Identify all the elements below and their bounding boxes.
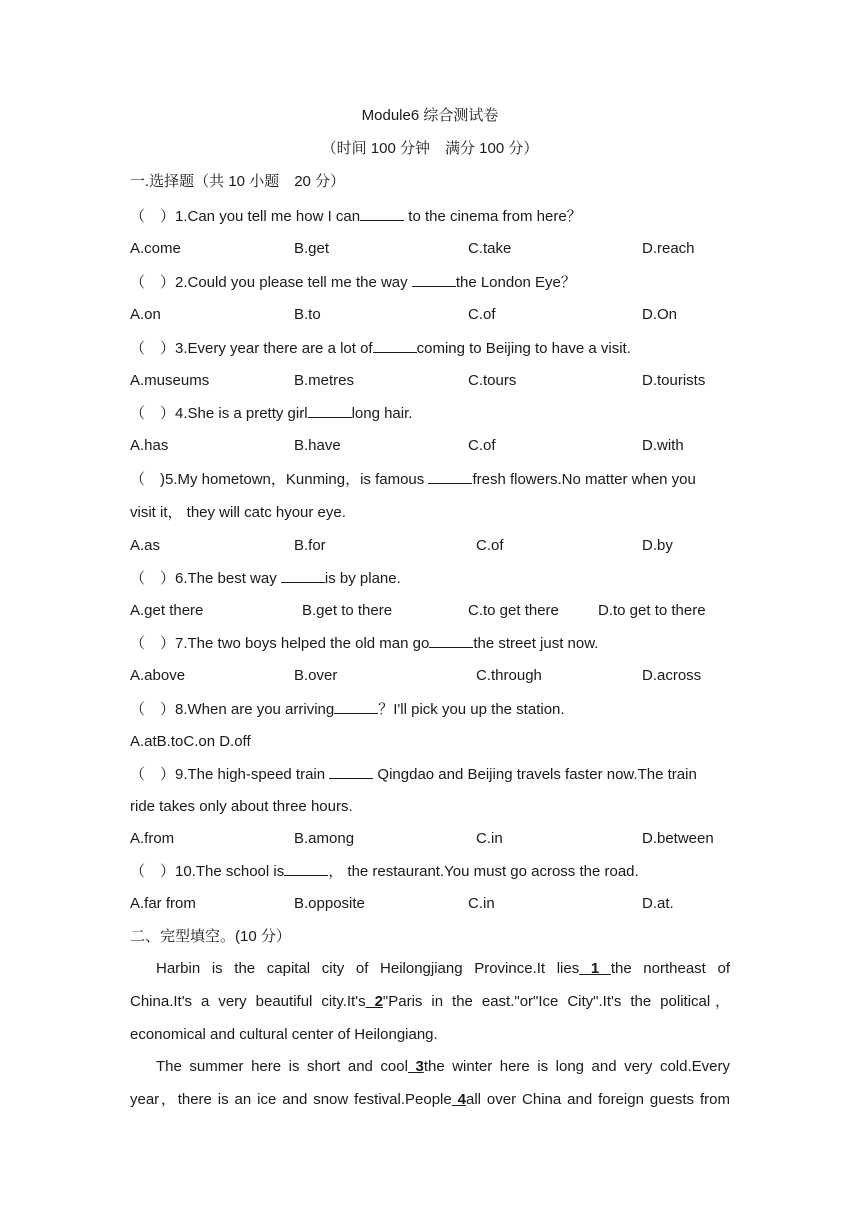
option-a: A.from bbox=[130, 830, 175, 847]
cloze-number-2: 2 bbox=[365, 993, 383, 1010]
option-b: B.to bbox=[294, 306, 321, 323]
option-b: B.over bbox=[294, 667, 338, 684]
answer-blank bbox=[412, 272, 456, 287]
question-2: （ ）2.Could you please tell me the way the London Eye？ bbox=[130, 274, 576, 291]
question-3: （ ）3.Every year there are a lot of coming to Beijing to have a visit. bbox=[130, 340, 631, 357]
answer-blank bbox=[329, 764, 373, 779]
answer-blank bbox=[334, 699, 378, 714]
cloze-paragraph-1-line-3: economical and cultural center of Heilongiang. bbox=[130, 1026, 438, 1043]
page-subtitle: （时间 100 分钟 满分 100 分） bbox=[321, 140, 539, 157]
cloze-number-4: 4 bbox=[451, 1091, 466, 1108]
option-d: D.across bbox=[642, 667, 702, 684]
option-c: C.in bbox=[476, 830, 503, 847]
answer-blank bbox=[284, 861, 328, 876]
answer-blank bbox=[373, 338, 417, 353]
question-8-options: A.atB.toC.on D.off bbox=[130, 733, 251, 750]
question-4: （ ）4.She is a pretty girl long hair. bbox=[130, 405, 413, 422]
option-c: C.of bbox=[468, 306, 496, 323]
option-a: A.come bbox=[130, 240, 181, 257]
cloze-number-3: 3 bbox=[407, 1058, 424, 1075]
option-a: A.on bbox=[130, 306, 161, 323]
option-a: A.museums bbox=[130, 372, 210, 389]
option-c: C.to get there bbox=[468, 602, 559, 619]
question-5: （ )5.My hometown，Kunming，is famous fresh flowers.No matter when you bbox=[130, 471, 696, 488]
option-c: C.of bbox=[476, 537, 504, 554]
option-d: D.tourists bbox=[642, 372, 706, 389]
option-b: B.have bbox=[294, 437, 341, 454]
option-a: A.far from bbox=[130, 895, 196, 912]
answer-blank bbox=[428, 469, 472, 484]
option-b: B.get to there bbox=[302, 602, 393, 619]
option-d: D.On bbox=[642, 306, 678, 323]
option-a: A.above bbox=[130, 667, 186, 684]
question-1: （ ）1.Can you tell me how I can to the cinema from here？ bbox=[130, 208, 582, 225]
option-d: D.to get to there bbox=[598, 602, 706, 619]
option-d: D.between bbox=[642, 830, 714, 847]
question-9-continued: ride takes only about three hours. bbox=[130, 798, 353, 815]
option-b: B.among bbox=[294, 830, 355, 847]
option-c: C.through bbox=[476, 667, 542, 684]
option-c: C.of bbox=[468, 437, 496, 454]
option-b: B.metres bbox=[294, 372, 355, 389]
option-d: D.at. bbox=[642, 895, 674, 912]
question-8: （ ）8.When are you arriving ？I'll pick you up the station. bbox=[130, 701, 565, 718]
cloze-paragraph-2-line-1: The summer here is short and cool 3the winter here is long and very cold.Every bbox=[156, 1058, 730, 1075]
option-b: B.opposite bbox=[294, 895, 365, 912]
cloze-number-1: 1 bbox=[579, 960, 611, 977]
answer-blank bbox=[360, 206, 404, 221]
page-title: Module6 综合测试卷 bbox=[361, 107, 499, 124]
option-c: C.tours bbox=[468, 372, 517, 389]
cloze-paragraph-1-line-2: China.It's a very beautiful city.It's 2"Paris in the east."or"Ice City".It's the political， bbox=[130, 993, 731, 1010]
option-b: B.for bbox=[294, 537, 326, 554]
question-10: （ ）10.The school is ， the restaurant.You must go across the road. bbox=[130, 863, 639, 880]
option-d: D.by bbox=[642, 537, 673, 554]
option-d: D.with bbox=[642, 437, 684, 454]
option-a: A.as bbox=[130, 537, 161, 554]
question-6: （ ）6.The best way is by plane. bbox=[130, 570, 401, 587]
section2-heading: 二、完型填空。(10 分） bbox=[130, 928, 291, 945]
option-c: C.in bbox=[468, 895, 495, 912]
option-b: B.get bbox=[294, 240, 330, 257]
section1-heading: 一.选择题（共 10 小题 20 分） bbox=[130, 173, 346, 190]
option-a: A.get there bbox=[130, 602, 204, 619]
answer-blank bbox=[429, 633, 473, 648]
answer-blank bbox=[281, 568, 325, 583]
cloze-paragraph-2-line-2: year，there is an ice and snow festival.People 4all over China and foreign guests from bbox=[130, 1091, 730, 1108]
question-5-continued: visit it， they will catc hyour eye. bbox=[130, 504, 346, 521]
cloze-paragraph-1-line-1: Harbin is the capital city of Heilongjiang Province.It lies 1 the northeast of bbox=[156, 960, 730, 977]
answer-blank bbox=[308, 403, 352, 418]
option-a: A.has bbox=[130, 437, 169, 454]
option-c: C.take bbox=[468, 240, 512, 257]
option-d: D.reach bbox=[642, 240, 695, 257]
question-9: （ ）9.The high-speed train Qingdao and Beijing travels faster now.The train bbox=[130, 766, 697, 783]
question-7: （ ）7.The two boys helped the old man go the street just now. bbox=[130, 635, 599, 652]
